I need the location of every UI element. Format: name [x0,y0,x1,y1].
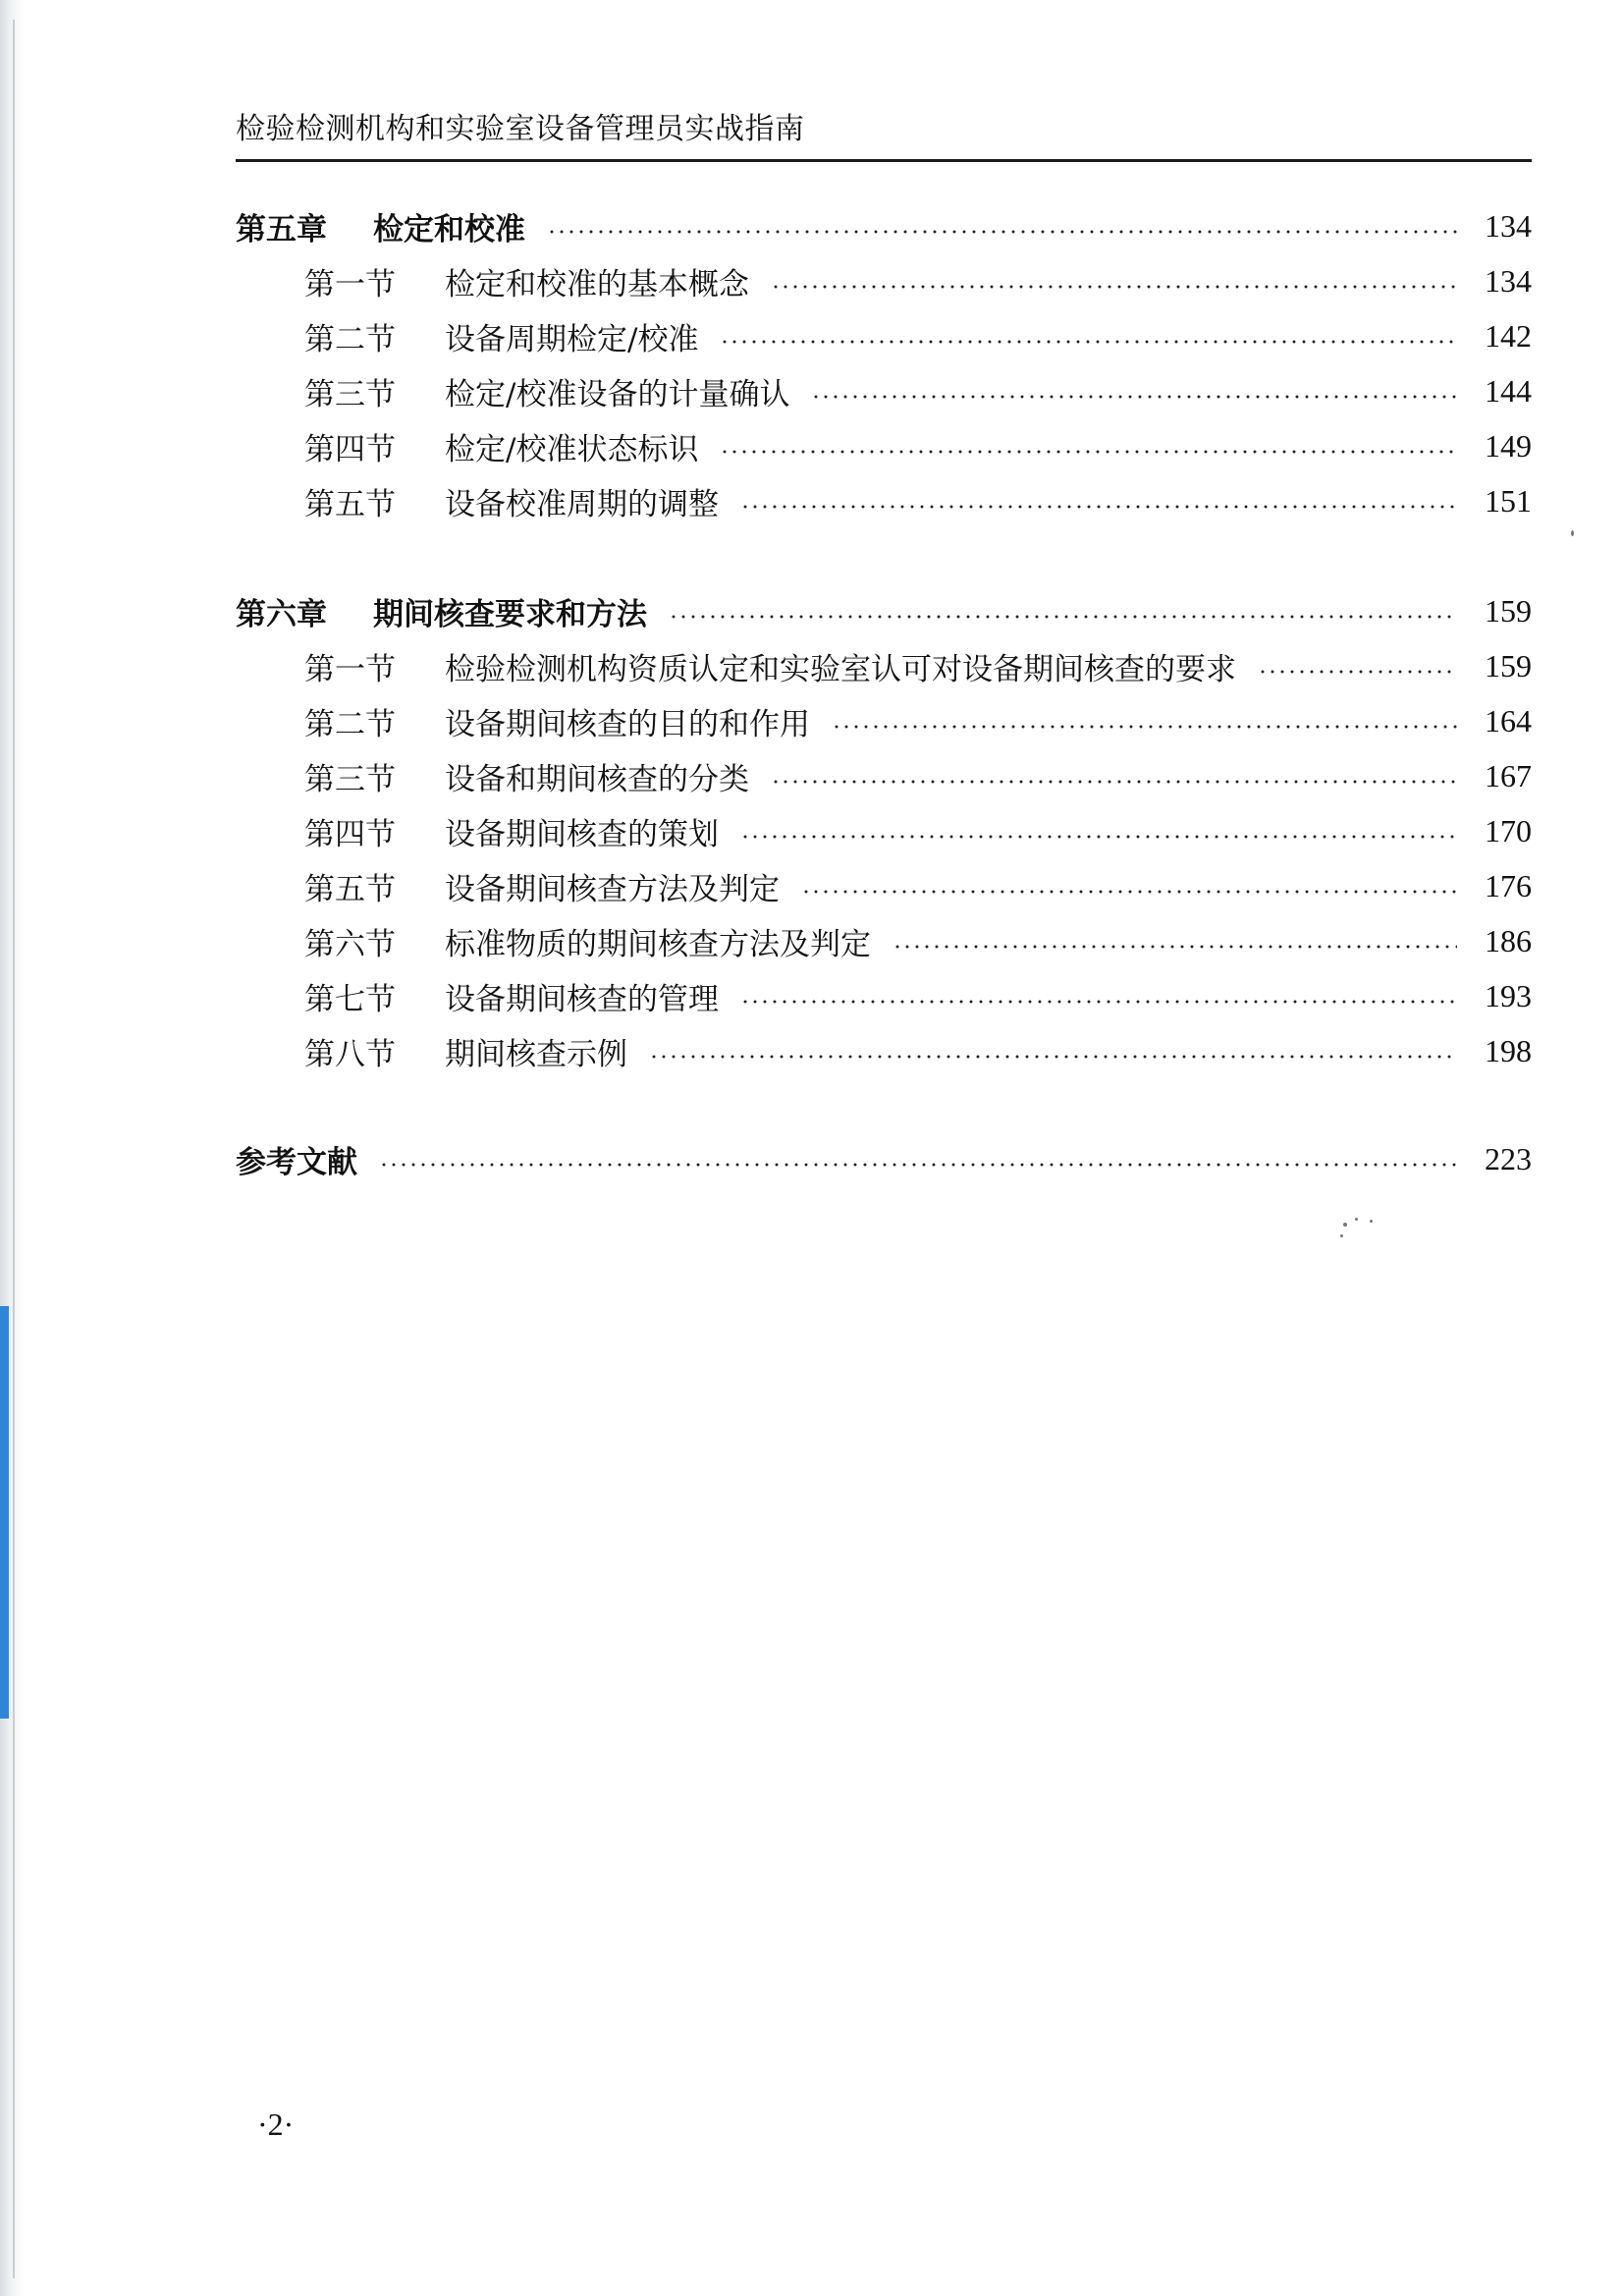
toc-section[interactable] [304,256,1532,305]
toc-entry-number: 第三节 [304,376,396,412]
toc-page-number: 151 [1485,482,1532,519]
dot-leader [832,725,1457,729]
toc-entry-title: 设备和期间核查的分类 [445,761,749,797]
dot-leader [720,340,1457,344]
toc-page-number: 223 [1485,1140,1532,1176]
dot-leader [740,1000,1457,1004]
toc-entry-number: 第五节 [304,486,396,522]
toc-section[interactable] [304,861,1532,910]
scan-speck [1571,530,1574,536]
toc-entry-title: 设备周期检定/校准 [445,321,699,357]
toc-section[interactable] [304,421,1532,470]
toc-section[interactable] [304,476,1532,525]
dot-leader [811,395,1457,399]
toc-chapter-6[interactable] [236,586,1532,635]
dot-leader [720,450,1457,454]
toc-entry-title: 设备校准周期的调整 [445,486,719,522]
dot-leader [547,230,1457,234]
toc-entry-label [304,919,871,963]
toc-references[interactable] [236,1134,1532,1183]
toc-page-number: 149 [1485,427,1532,464]
toc-page-number: 134 [1485,207,1532,244]
toc-section[interactable] [304,971,1532,1020]
toc-entry-title: 参考文献 [236,1144,357,1180]
page-number: ·2· [257,2106,295,2142]
dot-leader [1258,670,1457,674]
dot-leader [740,835,1457,839]
toc-entry-number: 第八节 [304,1036,396,1072]
toc-page-number: 176 [1485,867,1532,903]
toc-entry-label [304,974,719,1018]
toc-page-number: 198 [1485,1032,1532,1068]
toc-entry-label [304,259,749,303]
dot-leader [669,615,1457,619]
toc-page-number: 144 [1485,372,1532,409]
toc-entry-number: 第六节 [304,926,396,962]
toc-page-number: 167 [1485,757,1532,793]
scan-speck [1355,1218,1358,1221]
toc-section[interactable] [304,916,1532,965]
toc-entry-number: 第三节 [304,761,396,797]
toc-section[interactable] [304,1026,1532,1075]
toc-entry-label [236,589,647,633]
toc-section[interactable] [304,641,1532,690]
dot-leader [771,285,1457,289]
dot-leader [771,780,1457,784]
toc-entry-label [304,1029,627,1073]
toc-entry-title: 检定和校准的基本概念 [445,266,749,302]
scan-speck [1370,1220,1373,1223]
toc-entry-title: 期间核查要求和方法 [373,596,647,632]
toc-entry-title: 检定和校准 [373,211,525,247]
toc-page-number: 193 [1485,977,1532,1013]
toc-page-number: 159 [1485,592,1532,629]
dot-leader [379,1163,1457,1167]
toc-entry-number: 第一节 [304,266,396,302]
running-header: 检验检测机构和实验室设备管理员实战指南 [236,112,805,146]
toc-entry-number: 第四节 [304,816,396,852]
toc-page-number: 134 [1485,262,1532,299]
scan-speck [1340,1234,1343,1237]
toc-entry-label [304,479,719,523]
toc-chapter-5[interactable] [236,201,1532,250]
toc-entry-title: 标准物质的期间核查方法及判定 [445,926,871,962]
toc-entry-title: 检定/校准设备的计量确认 [445,376,790,412]
dot-leader [740,505,1457,509]
scan-speck [1343,1223,1347,1227]
toc-entry-label [304,424,698,468]
toc-entry-label [236,1137,357,1181]
toc-entry-label [304,314,698,358]
toc-section[interactable] [304,751,1532,800]
toc-entry-number: 第二节 [304,321,396,357]
toc-entry-title: 设备期间核查的策划 [445,816,719,852]
toc-entry-number: 第四节 [304,431,396,467]
dot-leader [893,945,1457,949]
toc-section[interactable] [304,311,1532,360]
dot-leader [649,1055,1457,1059]
toc-entry-label [304,699,810,743]
toc-entry-title: 期间核查示例 [445,1036,627,1072]
toc-page-number: 170 [1485,812,1532,848]
toc-page-number: 186 [1485,922,1532,958]
toc-entry-title: 设备期间核查的目的和作用 [445,706,810,742]
toc-section[interactable] [304,806,1532,855]
toc-entry-label [304,644,1236,688]
toc-entry-number: 第六章 [236,596,327,632]
toc-entry-title: 检验检测机构资质认定和实验室认可对设备期间核查的要求 [445,651,1236,687]
toc-entry-label [304,809,719,853]
toc-section[interactable] [304,696,1532,745]
dot-leader [801,890,1457,894]
toc-entry-number: 第五节 [304,871,396,907]
toc-entry-number: 第二节 [304,706,396,742]
toc-page-number: 159 [1485,647,1532,683]
toc-page-number: 164 [1485,702,1532,738]
toc-entry-label [304,864,780,908]
toc-page-number: 142 [1485,317,1532,354]
toc-entry-number: 第五章 [236,211,327,247]
toc-entry-label [304,754,749,798]
toc-entry-number: 第一节 [304,651,396,687]
toc-entry-title: 设备期间核查的管理 [445,981,719,1017]
toc-entry-title: 设备期间核查方法及判定 [445,871,780,907]
toc-section[interactable] [304,366,1532,415]
toc-entry-number: 第七节 [304,981,396,1017]
toc-entry-label [236,204,525,248]
toc-entry-title: 检定/校准状态标识 [445,431,699,467]
toc-entry-label [304,369,789,413]
